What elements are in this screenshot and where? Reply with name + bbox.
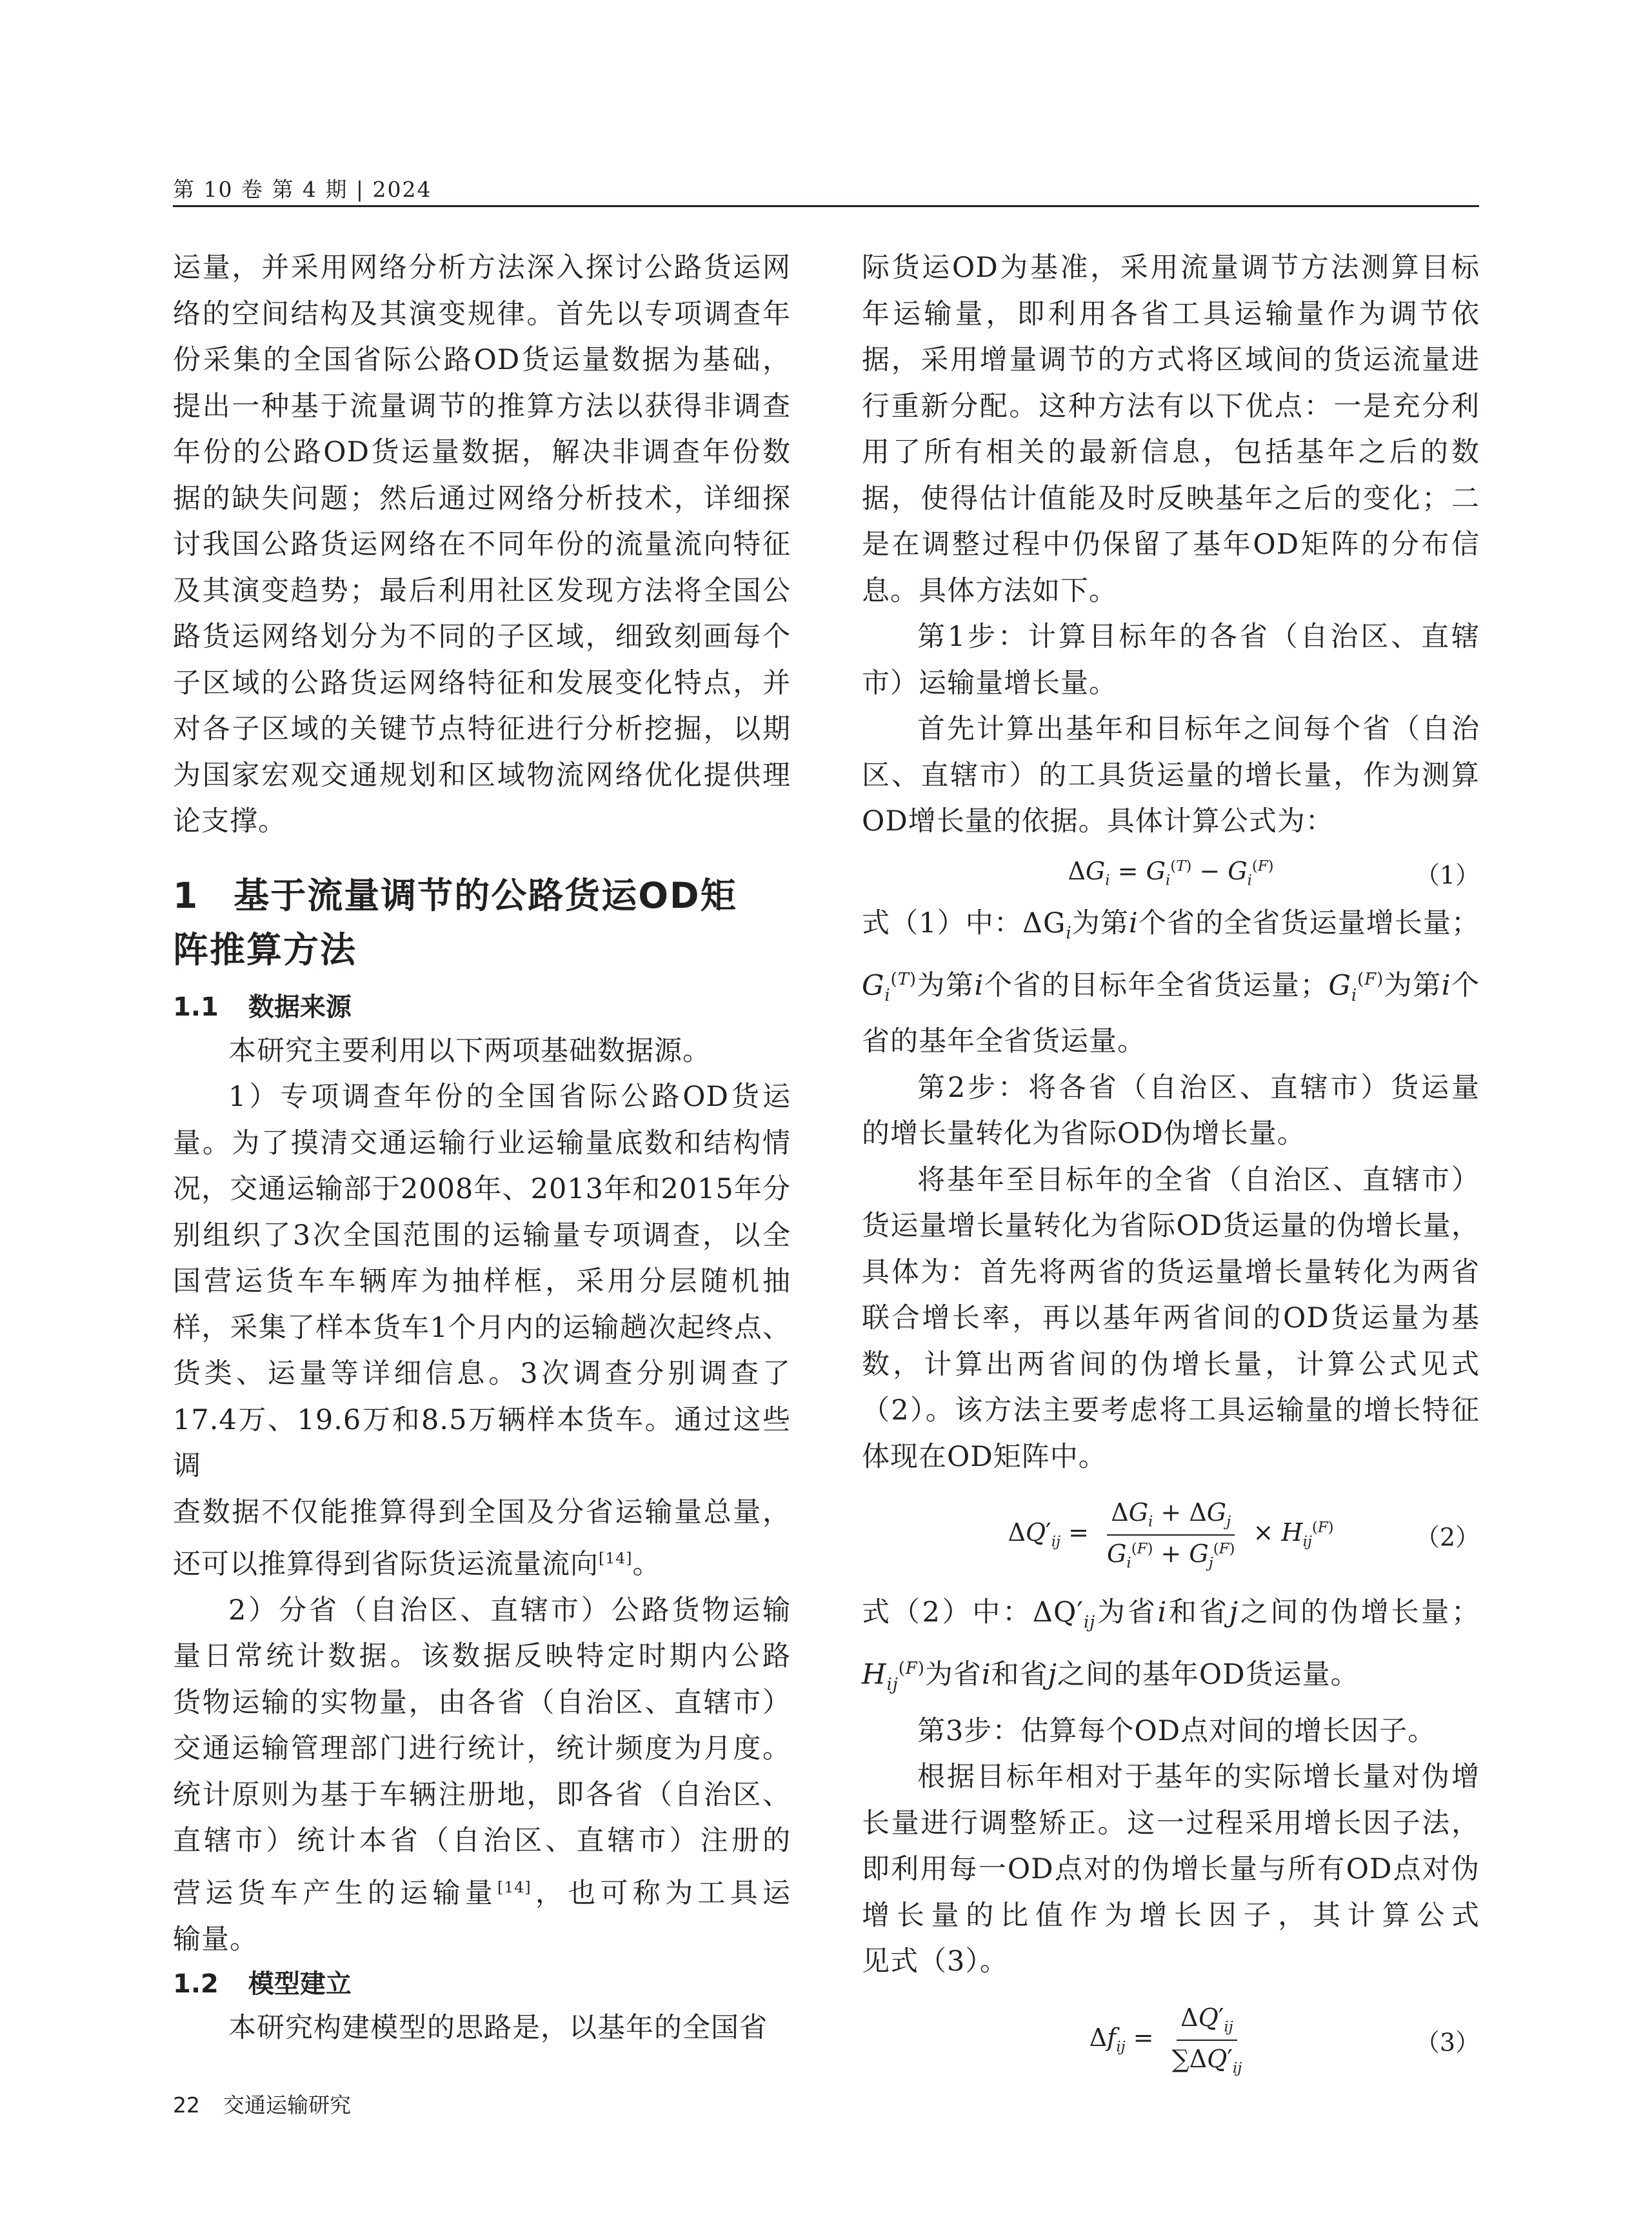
text-line: 联合增长率，再以基年两省间的OD货运量为基 bbox=[862, 1302, 1480, 1335]
section-heading-1 bbox=[173, 868, 791, 977]
fraction bbox=[1103, 1498, 1239, 1571]
text-line: 据，采用增量调节的方式将区域间的货运流量进 bbox=[862, 344, 1480, 376]
text-line: 货物运输的实物量，由各省（自治区、直辖市） bbox=[173, 1686, 791, 1719]
text-line: 年份的公路OD货运量数据，解决非调查年份数 bbox=[173, 436, 791, 468]
text-line: （2）。该方法主要考虑将工具运输量的增长特征 bbox=[862, 1394, 1480, 1427]
fraction-denominator: $G_i^{(F)} + G_j^{(F)}$ bbox=[1107, 1539, 1235, 1572]
equation-3-number: （3） bbox=[1415, 2028, 1480, 2057]
text-line: 行重新分配。这种方法有以下优点：一是充分利 bbox=[862, 390, 1480, 423]
subsection-title: 数据来源 bbox=[248, 992, 352, 1022]
fraction-denominator: $\sum\Delta Q'_{ij}$ bbox=[1171, 2044, 1242, 2077]
text-line: 国营运货车车辆库为抽样框，采用分层随机抽 bbox=[173, 1265, 791, 1298]
text-line: 2）分省（自治区、直辖市）公路货物运输 bbox=[228, 1594, 791, 1627]
step-1 bbox=[862, 614, 1480, 707]
eq1-desc-line3: 省的基年全省货运量。 bbox=[862, 1025, 1146, 1058]
subsection-number: 1.2 bbox=[173, 1969, 219, 2000]
text-line: 查数据不仅能推算得到全国及分省运输量总量， bbox=[173, 1496, 791, 1529]
section-number: 1 bbox=[173, 874, 199, 916]
text-line: 统计原则为基于车辆注册地，即各省（自治区、 bbox=[173, 1778, 791, 1811]
text: 为省 bbox=[924, 1658, 982, 1691]
text-line: 及其演变趋势；最后利用社区发现方法将全国公 bbox=[173, 574, 791, 607]
step-1-description bbox=[862, 707, 1480, 845]
step-3-description bbox=[862, 1754, 1480, 1985]
text-line: 份采集的全国省际公路OD货运量数据为基础， bbox=[173, 344, 791, 376]
eq2-desc-line2: $H_{ij}^{(F)}$为省i和省j之间的基年OD货运量。 bbox=[862, 1658, 1359, 1695]
text: 为省 bbox=[1095, 1596, 1158, 1629]
source-item-2-line bbox=[173, 1865, 791, 1917]
intro-paragraph bbox=[173, 245, 791, 845]
text-line: 见式（3）。 bbox=[862, 1945, 1008, 1978]
text-line: 讨我国公路货运网络在不同年份的流量流向特征 bbox=[173, 528, 791, 561]
equation-3 bbox=[862, 1985, 1480, 2095]
text: 之间的伪增长量； bbox=[1238, 1596, 1480, 1629]
text-line: 据，使得估计值能及时反映基年之后的变化；二 bbox=[862, 482, 1480, 515]
text: 营运货车产生的运输量 bbox=[173, 1877, 498, 1910]
method-paragraph bbox=[862, 245, 1480, 614]
text-line: 第2步：将各省（自治区、直辖市）货运量 bbox=[917, 1071, 1480, 1104]
text-line: 况，交通运输部于2008年、2013年和2015年分 bbox=[173, 1173, 791, 1205]
subsection-heading-1-1 bbox=[173, 986, 791, 1028]
text-line: 对各子区域的关键节点特征进行分析挖掘，以期 bbox=[173, 713, 791, 745]
eq2-desc-line1: 式（2）中：$\Delta Q'_{ij}$为省i和省j之间的伪增长量； bbox=[862, 1596, 1480, 1632]
equation-2-number: （2） bbox=[1415, 1523, 1480, 1552]
eq1-desc-line2: $G_i^{(T)}$为第i个省的目标年全省货运量；$G_i^{(F)}$为第i个 bbox=[862, 968, 1480, 1005]
source-item-2-last: 输量。 bbox=[173, 1923, 258, 1956]
text-line: 别组织了3次全国范围的运输量专项调查，以全 bbox=[173, 1219, 791, 1252]
text-line: 运量，并采用网络分析方法深入探讨公路货运网 bbox=[173, 252, 791, 284]
text-line: OD增长量的依据。具体计算公式为： bbox=[862, 805, 1334, 837]
fraction-numerator: $\Delta G_i + \Delta G_j$ bbox=[1107, 1498, 1235, 1536]
text-line: 即利用每一OD点对的伪增长量与所有OD点对伪 bbox=[862, 1853, 1480, 1886]
text-line: 量日常统计数据。该数据反映特定时期内公路 bbox=[173, 1640, 791, 1673]
text-line: 具体为：首先将两省的货运量增长量转化为两省 bbox=[862, 1256, 1480, 1288]
subsection-number: 1.1 bbox=[173, 992, 219, 1022]
header-rule bbox=[173, 205, 1479, 207]
section-title-line2: 阵推算方法 bbox=[173, 928, 357, 970]
text: 式（1）中：ΔG bbox=[862, 907, 1066, 939]
text-line: 论支撑。 bbox=[173, 805, 286, 837]
text: ，也可称为工具运 bbox=[531, 1877, 791, 1910]
citation-ref: [14] bbox=[599, 1549, 633, 1567]
text-line: 为国家宏观交通规划和区域物流网络优化提供理 bbox=[173, 759, 791, 792]
right-column bbox=[862, 245, 1480, 2095]
text-line: 第1步：计算目标年的各省（自治区、直辖 bbox=[917, 621, 1480, 653]
section-title-line1: 基于流量调节的公路货运OD矩 bbox=[234, 874, 737, 916]
text-line: 络的空间结构及其演变规律。首先以专项调查年 bbox=[173, 297, 791, 330]
text-line: 样，采集了样本货车1个月内的运输趟次起终点、 bbox=[173, 1311, 791, 1344]
text: 和省 bbox=[991, 1658, 1048, 1691]
equation-2 bbox=[862, 1480, 1480, 1590]
citation-ref: [14] bbox=[497, 1878, 532, 1896]
text-line: 区、直辖市）的工具货运量的增长量，作为测算 bbox=[862, 759, 1480, 792]
text-line: 年运输量，即利用各省工具运输量作为调节依 bbox=[862, 297, 1480, 330]
journal-name: 交通运输研究 bbox=[223, 2092, 351, 2118]
text-line: 根据目标年相对于基年的实际增长量对伪增 bbox=[917, 1761, 1480, 1794]
text-line: 直辖市）统计本省（自治区、直辖市）注册的 bbox=[173, 1825, 791, 1858]
text-line: 1）专项调查年份的全国省际公路OD货运 bbox=[228, 1081, 791, 1113]
text: 个 bbox=[1451, 968, 1480, 1001]
text: 为第 bbox=[917, 968, 975, 1001]
source-item-1-last bbox=[173, 1536, 791, 1588]
text-line: 首先计算出基年和目标年之间每个省（自治 bbox=[917, 713, 1480, 745]
text-line: 息。具体方法如下。 bbox=[862, 574, 1117, 607]
text: 和省 bbox=[1167, 1596, 1229, 1629]
text-line: 体现在OD矩阵中。 bbox=[862, 1440, 1107, 1473]
text-line: 将基年至目标年的全省（自治区、直辖市） bbox=[917, 1163, 1480, 1196]
text-line: 子区域的公路货运网络特征和发展变化特点，并 bbox=[173, 667, 791, 699]
text-line: 货类、运量等详细信息。3次调查分别调查了 bbox=[173, 1358, 791, 1390]
fraction-numerator: $\Delta Q'_{ij}$ bbox=[1177, 2003, 1237, 2041]
text-line: 市）运输量增长量。 bbox=[862, 667, 1117, 699]
text-line: 际货运OD为基准，采用流量调节方法测算目标 bbox=[862, 252, 1480, 284]
text: 个省的全省货运量增长量； bbox=[1138, 907, 1480, 939]
equation-3-body: $\Delta f_{ij}$ = $\frac{\Delta Q'_{ij}}{\sum\Delta Q'_{ij}}$ bbox=[1090, 2003, 1253, 2076]
source-item-2 bbox=[173, 1588, 791, 1865]
running-head: 第 10 卷 第 4 期 | 2024 bbox=[173, 177, 432, 202]
text: 式（2）中：ΔQ′ bbox=[862, 1596, 1084, 1629]
text-line: 货运量增长量转化为省际OD货运量的伪增长量， bbox=[862, 1210, 1480, 1243]
equation-1-body: $\Delta G_i = G_i^{(T)} - G_i^{(F)}$ bbox=[1068, 856, 1274, 889]
source-item-1 bbox=[173, 1074, 791, 1536]
left-column bbox=[173, 245, 791, 2052]
text-line: 增长量的比值作为增长因子，其计算公式 bbox=[862, 1899, 1480, 1932]
page-number: 22 bbox=[173, 2092, 200, 2118]
subsection-heading-1-2 bbox=[173, 1963, 791, 2005]
step-2 bbox=[862, 1065, 1480, 1158]
text: 个省的目标年全省货运量； bbox=[984, 968, 1329, 1001]
subsection-title: 模型建立 bbox=[248, 1969, 352, 2000]
text-line: 长量进行调整矫正。这一过程采用增长因子法， bbox=[862, 1807, 1480, 1840]
text-line: 提出一种基于流量调节的推算方法以获得非调查 bbox=[173, 390, 791, 423]
text-line: 17.4万、19.6万和8.5万辆样本货车。通过这些调 bbox=[173, 1403, 791, 1482]
text: 。 bbox=[632, 1548, 661, 1581]
text: 为第 bbox=[1071, 907, 1129, 939]
equation-1-number: （1） bbox=[1415, 861, 1480, 889]
sources-intro: 本研究主要利用以下两项基础数据源。 bbox=[228, 1034, 711, 1067]
equation-1 bbox=[862, 845, 1480, 901]
page-footer bbox=[173, 2089, 351, 2119]
text-line: 数，计算出两省间的伪增长量，计算公式见式 bbox=[862, 1348, 1480, 1381]
text-line: 是在调整过程中仍保留了基年OD矩阵的分布信 bbox=[862, 528, 1480, 561]
fraction bbox=[1168, 2003, 1246, 2076]
text-line: 量。为了摸清交通运输行业运输量底数和结构情 bbox=[173, 1127, 791, 1159]
text: 之间的基年OD货运量。 bbox=[1057, 1658, 1359, 1691]
text-line: 据的缺失问题；然后通过网络分析技术，详细探 bbox=[173, 482, 791, 515]
text: 还可以推算得到省际货运流量流向 bbox=[173, 1548, 599, 1581]
text-line: 用了所有相关的最新信息，包括基年之后的数 bbox=[862, 436, 1480, 468]
eq1-desc-line1: 式（1）中：$\Delta G_i$为第i个省的全省货运量增长量； bbox=[862, 907, 1480, 943]
text-line: 路货运网络划分为不同的子区域，细致刻画每个 bbox=[173, 621, 791, 653]
equation-2-body: $\Delta Q'_{ij}$ = $\frac{\Delta G_i + \Delta G_j}{G_i^{(F)} + G_j^{(F)}}$ × $H_{ij}^{(F)}$ bbox=[1008, 1498, 1334, 1572]
model-intro: 本研究构建模型的思路是，以基年的全国省 bbox=[228, 2012, 768, 2045]
text-line: 的增长量转化为省际OD伪增长量。 bbox=[862, 1118, 1306, 1150]
step-2-description bbox=[862, 1158, 1480, 1481]
text-line: 交通运输管理部门进行统计，统计频度为月度。 bbox=[173, 1732, 791, 1765]
step-3: 第3步：估算每个OD点对间的增长因子。 bbox=[917, 1714, 1437, 1747]
text: 为第 bbox=[1384, 968, 1442, 1001]
